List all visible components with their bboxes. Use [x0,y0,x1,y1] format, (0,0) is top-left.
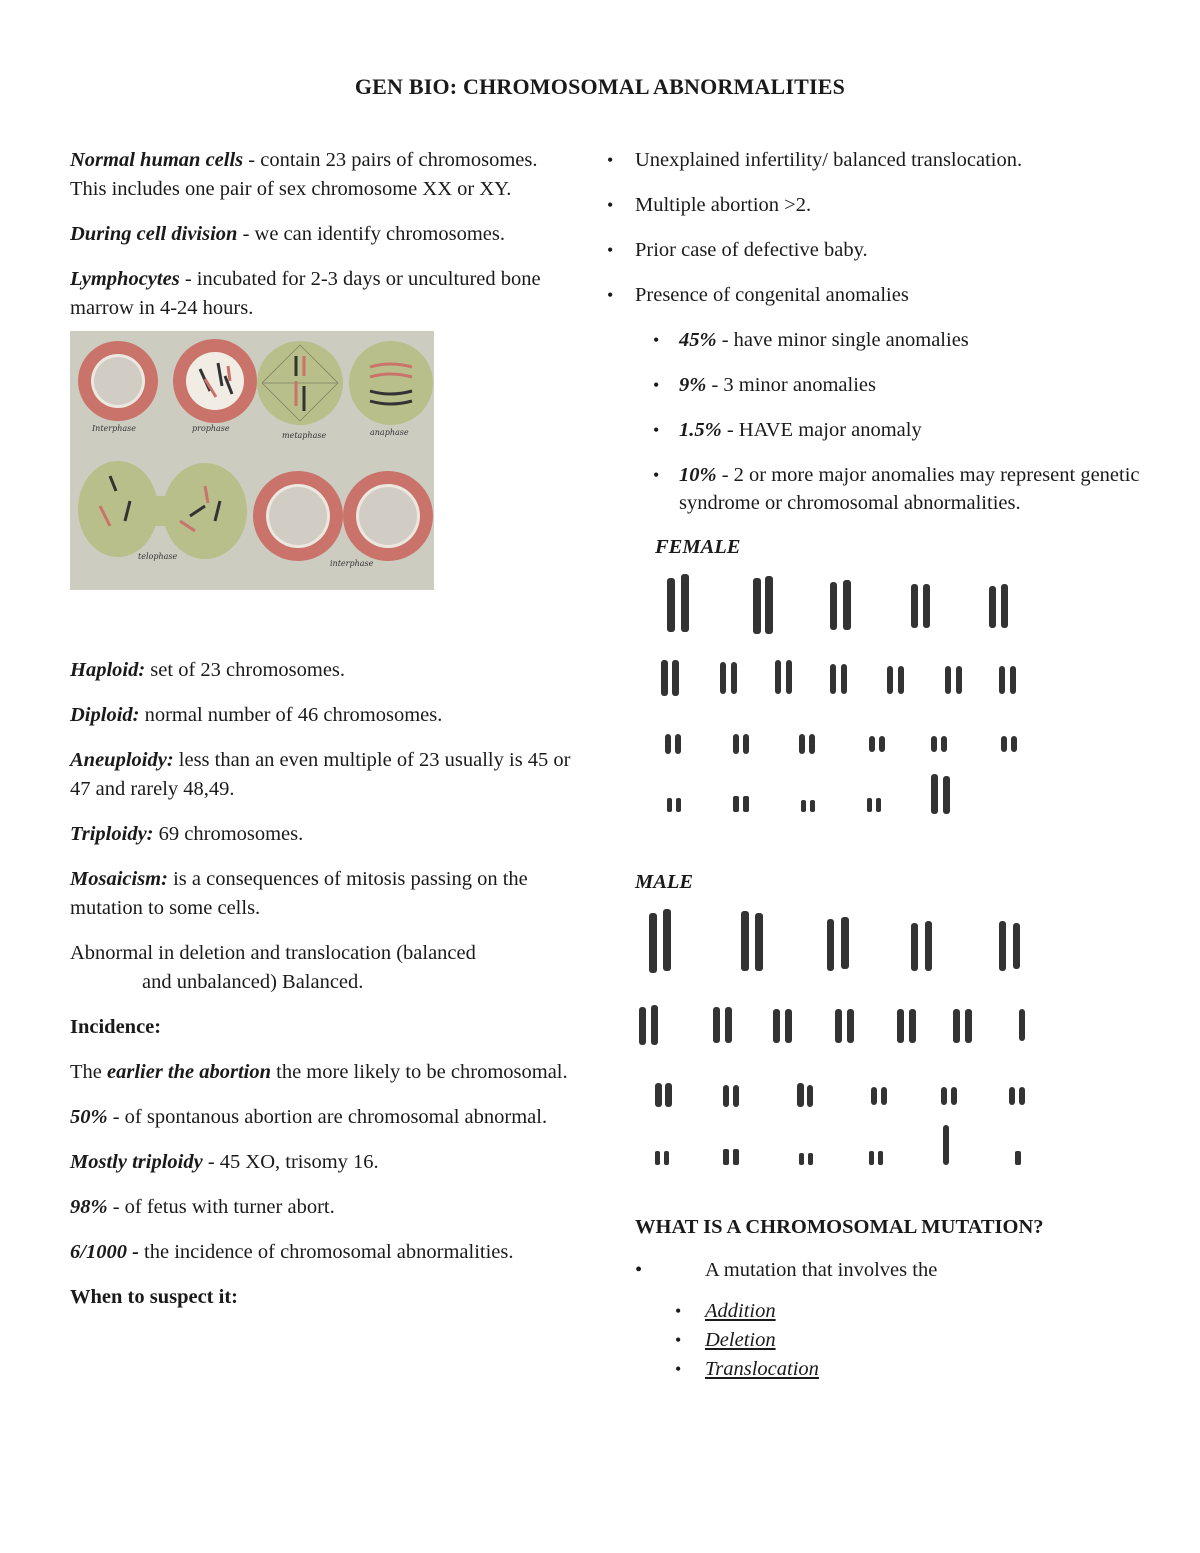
para-lymphocytes: Lymphocytes - incubated for 2-3 days or uncultured bone marrow in 4-24 hours. [70,268,541,319]
list-item: • Translocation [675,1355,1165,1384]
label-interphase: Interphase [92,424,136,433]
mutation-heading: WHAT IS A CHROMOSOMAL MUTATION? [635,1216,1044,1238]
list-item: • 10% - 2 or more major anomalies may represent genetic syndrome or chromosomal abnormalities. [605,461,1165,517]
heading-incidence: Incidence: [70,1016,162,1038]
male-label: MALE [635,871,694,893]
page-title: GEN BIO: CHROMOSOMAL ABNORMALITIES [354,74,846,99]
right-column [605,146,1165,1384]
para-mosaicism: Mosaicism: is a consequences of mitosis passing on the mutation to some cells. [70,868,528,919]
para-ninetyeight: 98% - of fetus with turner abort. [70,1196,335,1218]
mutation-line: • A mutation that involves the [635,1256,1165,1285]
bullet-dot: • [635,1259,643,1281]
para-normal-cells: Normal human cells - contain 23 pairs of chromosomes. This includes one pair of sex chromosome XX or XY. [70,149,538,200]
suspect-list [605,146,1165,310]
para-diploid: Diploid: normal number of 46 chromosomes. [70,704,443,726]
para-mostly-triploidy: Mostly triploidy - 45 XO, trisomy 16. [70,1151,379,1173]
anomaly-sublist [605,326,1165,517]
list-item: • Deletion [675,1326,1165,1355]
label-telophase: telophase [138,552,178,561]
list-item: • Presence of congenital anomalies [605,281,1165,310]
list-item: • 9% - 3 minor anomalies [605,371,1165,400]
label-anaphase: anaphase [370,428,409,437]
para-triploidy: Triploidy: 69 chromosomes. [70,823,304,845]
para-earlier: The earlier the abortion the more likely to be chromosomal. [70,1061,568,1083]
list-item: • 45% - have minor single anomalies [605,326,1165,355]
para-abnormal: Abnormal in deletion and translocation (balanced and unbalanced) Balanced. [70,942,476,993]
list-item: • Multiple abortion >2. [605,191,1165,220]
list-item: • Addition [675,1297,1165,1326]
list-item: • 1.5% - HAVE major anomaly [605,416,1165,445]
label-prophase: prophase [192,424,230,433]
list-item: • Unexplained infertility/ balanced translocation. [605,146,1165,175]
left-column [70,146,575,1328]
label-metaphase: metaphase [282,431,327,440]
female-karyotype-image [605,568,1025,828]
mitosis-stages-image [70,331,434,590]
para-fifty: 50% - of spontanous abortion are chromosomal abnormal. [70,1106,548,1128]
para-aneuploidy: Aneuploidy: less than an even multiple of 23 usually is 45 or 47 and rarely 48,49. [70,749,571,800]
heading-when-to-suspect: When to suspect it: [70,1286,238,1308]
para-six-thousand: 6/1000 - the incidence of chromosomal abnormalities. [70,1241,514,1263]
female-label: FEMALE [655,536,741,558]
para-haploid: Haploid: set of 23 chromosomes. [70,659,346,681]
male-karyotype-image [605,903,1025,1183]
list-item: • Prior case of defective baby. [605,236,1165,265]
mutation-list [605,1297,1165,1384]
label-interphase-2: interphase [330,559,374,568]
para-cell-division: During cell division - we can identify chromosomes. [70,223,505,245]
